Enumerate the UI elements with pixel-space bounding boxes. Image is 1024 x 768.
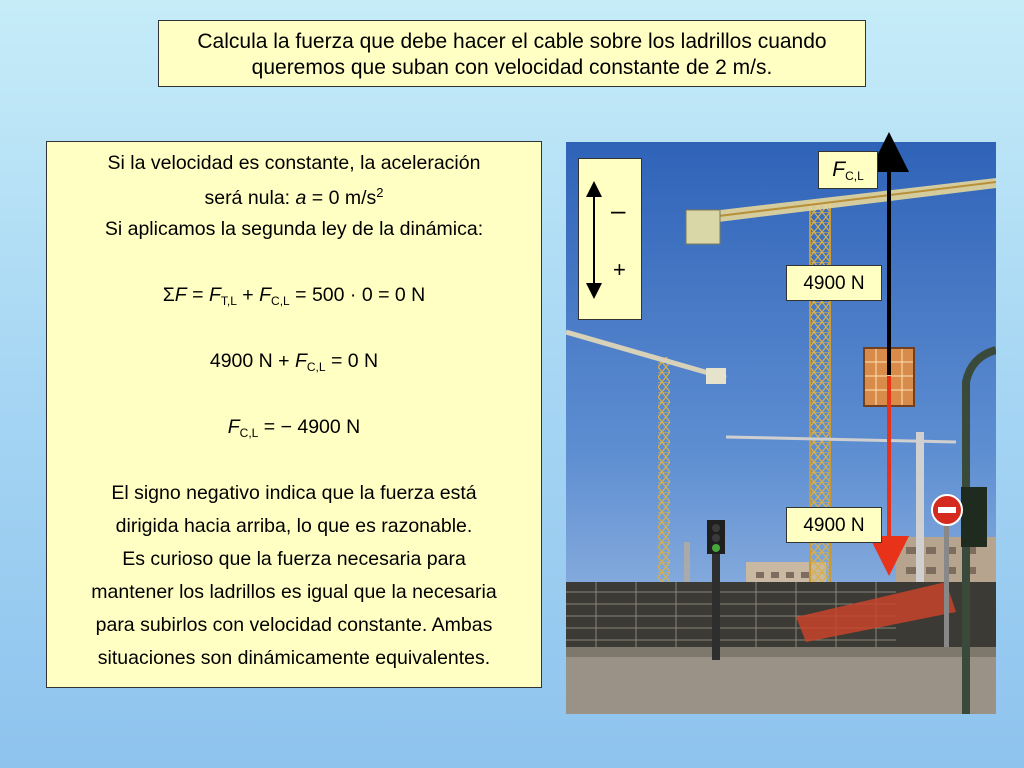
text-fragment: = − 4900 N bbox=[258, 416, 361, 438]
problem-statement bbox=[158, 20, 866, 87]
solution-line-3: Si aplicamos la segunda ley de la dinámica: bbox=[104, 218, 484, 240]
text-fragment: + bbox=[236, 284, 260, 306]
double-arrow-icon bbox=[579, 159, 643, 321]
text-fragment: = 0 m/s bbox=[306, 187, 377, 209]
subscript: T,L bbox=[220, 294, 237, 308]
subscript: C,L bbox=[845, 169, 864, 183]
problem-line-1: Calcula la fuerza que debe hacer el cable sobre los ladrillos cuando bbox=[197, 30, 827, 53]
subscript: C,L bbox=[239, 426, 259, 440]
conclusion-line-6: situaciones son dinámicamente equivalentes. bbox=[97, 647, 491, 669]
equation-sum bbox=[47, 284, 541, 308]
solution-line-2 bbox=[47, 185, 541, 210]
conclusion-line-5: para subirlos con velocidad constante. Ambas bbox=[95, 614, 493, 636]
problem-line-2: queremos que suban con velocidad constante de 2 m/s. bbox=[251, 56, 773, 79]
weight-force-value: 4900 N bbox=[786, 507, 882, 543]
text-fragment: = bbox=[186, 284, 209, 306]
cable-force-value: 4900 N bbox=[786, 265, 882, 301]
force-symbol: F bbox=[259, 284, 272, 306]
force-symbol: F bbox=[294, 350, 307, 372]
conclusion-line-4: mantener los ladrillos es igual que la necesaria bbox=[91, 581, 497, 603]
cable-force-label bbox=[818, 151, 878, 189]
conclusion-line-2: dirigida hacia arriba, lo que es razonable. bbox=[115, 515, 473, 537]
acceleration-symbol: a bbox=[295, 187, 307, 209]
force-symbol: F bbox=[208, 284, 221, 306]
force-symbol: F bbox=[832, 158, 846, 181]
equation-2 bbox=[47, 350, 541, 374]
sigma-symbol: Σ bbox=[162, 284, 175, 306]
equation-3 bbox=[47, 416, 541, 440]
exponent: 2 bbox=[376, 185, 384, 200]
conclusion-line-1: El signo negativo indica que la fuerza está bbox=[111, 482, 477, 504]
text-fragment: será nula: bbox=[204, 187, 296, 209]
text-fragment: 4900 N + bbox=[209, 350, 295, 372]
text-fragment: = 500 · 0 = 0 N bbox=[289, 284, 426, 306]
sign-convention-legend bbox=[578, 158, 642, 320]
solution-line-1: Si la velocidad es constante, la aceleración bbox=[107, 152, 481, 174]
solution-panel bbox=[46, 141, 542, 688]
subscript: C,L bbox=[271, 294, 290, 308]
force-symbol: F bbox=[227, 416, 240, 438]
force-symbol: F bbox=[174, 284, 187, 306]
subscript: C,L bbox=[306, 360, 326, 374]
text-fragment: = 0 N bbox=[325, 350, 379, 372]
conclusion-line-3: Es curioso que la fuerza necesaria para bbox=[122, 548, 466, 570]
positive-direction-label: + bbox=[613, 257, 626, 282]
negative-direction-label: – bbox=[611, 195, 626, 225]
